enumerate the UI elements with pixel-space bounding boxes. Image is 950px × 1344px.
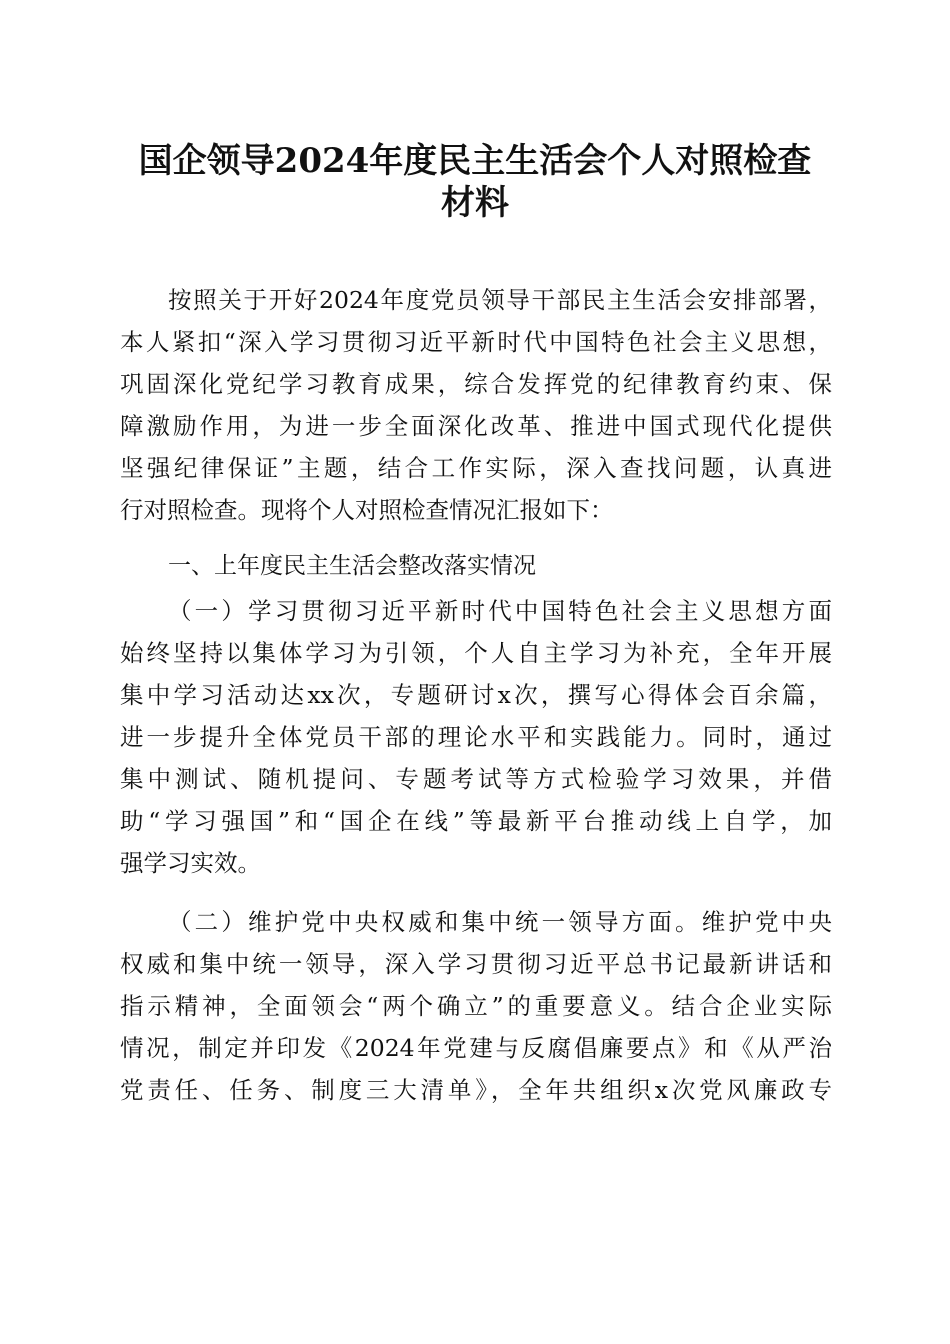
section-heading [120, 545, 832, 587]
paragraph-line: 按照关于开好2024年度党员领导干部民主生活会安排部署， [168, 286, 832, 314]
paragraph-line: 行对照检查。现将个人对照检查情况汇报如下： [120, 496, 614, 524]
paragraph-line: 本人紧扣“深入学习贯彻习近平新时代中国特色社会主义思想， [120, 328, 832, 356]
section-heading-text: 一、上年度民主生活会整改落实情况 [168, 553, 536, 579]
study-paragraph [120, 590, 832, 884]
paragraph-line: 巩固深化党纪学习教育成果，综合发挥党的纪律教育约束、保 [120, 370, 832, 398]
paragraph-line: 进一步提升全体党员干部的理论水平和实践能力。同时，通过 [120, 723, 832, 751]
paragraph-line: 党责任、任务、制度三大清单》，全年共组织x次党风廉政专 [120, 1076, 832, 1104]
paragraph-line: 障激励作用，为进一步全面深化改革、推进中国式现代化提供 [120, 412, 832, 440]
paragraph-line: （一）学习贯彻习近平新时代中国特色社会主义思想方面 [168, 597, 832, 625]
paragraph-line: 强学习实效。 [120, 849, 261, 877]
paragraph-line: 情况，制定并印发《2024年党建与反腐倡廉要点》和《从严治 [120, 1034, 832, 1062]
paragraph-line: 集中测试、随机提问、专题考试等方式检验学习效果，并借 [120, 765, 832, 793]
paragraph-line: （二）维护党中央权威和集中统一领导方面。维护党中央 [168, 908, 832, 936]
intro-paragraph [120, 279, 832, 531]
document-title-line-2: 材料 [441, 183, 509, 223]
paragraph-line: 集中学习活动达xx次，专题研讨x次，撰写心得体会百余篇， [120, 681, 832, 709]
paragraph-line: 权威和集中统一领导，深入学习贯彻习近平总书记最新讲话和 [120, 950, 832, 978]
leadership-paragraph [120, 901, 832, 1111]
paragraph-line: 始终坚持以集体学习为引领，个人自主学习为补充，全年开展 [120, 639, 832, 667]
paragraph-line: 助“学习强国”和“国企在线”等最新平台推动线上自学，加 [120, 807, 832, 835]
paragraph-line: 坚强纪律保证”主题，结合工作实际，深入查找问题，认真进 [120, 454, 832, 482]
document-title-line-1: 国企领导2024年度民主生活会个人对照检查 [138, 141, 812, 181]
paragraph-line: 指示精神，全面领会“两个确立”的重要意义。结合企业实际 [120, 992, 832, 1020]
